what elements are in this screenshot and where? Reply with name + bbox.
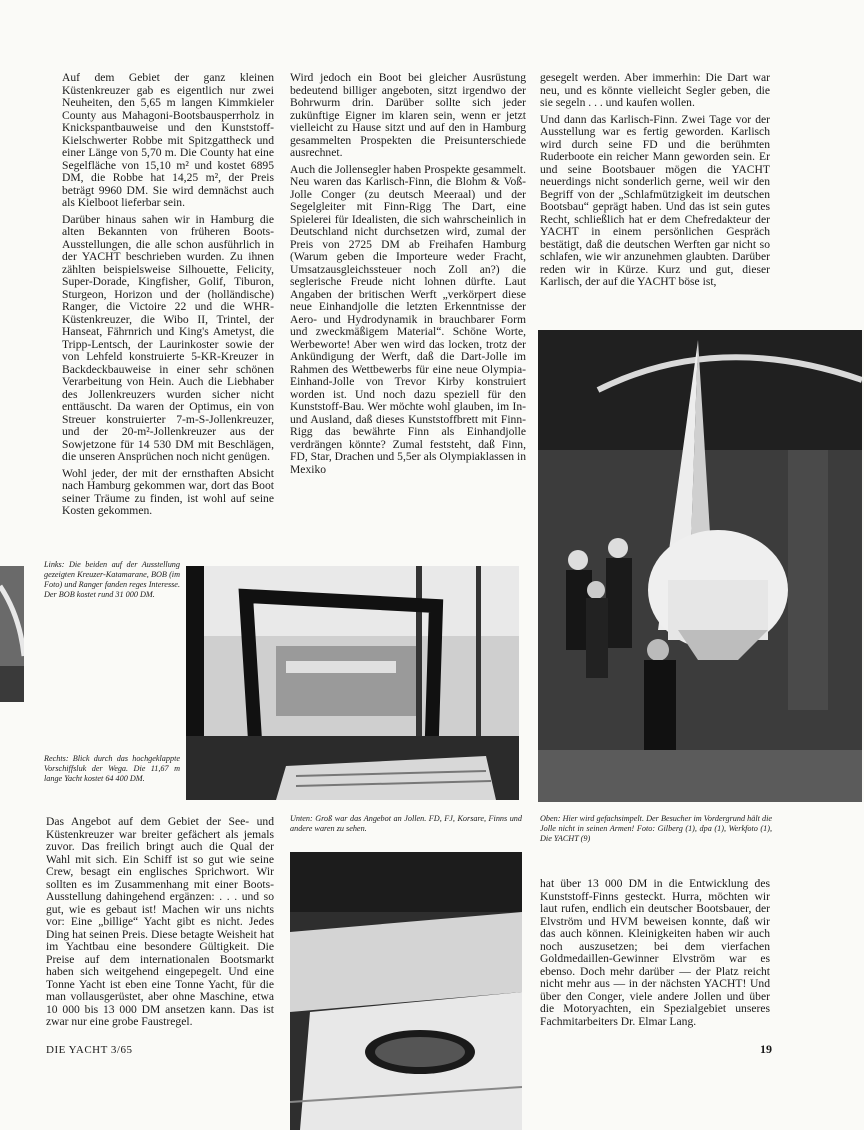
paragraph: gesegelt werden. Aber immerhin: Die Dart war neu, und es könnte vielleicht Segler geben, die sie segeln . . . und kaufen wollen.	[540, 71, 770, 109]
article-column-2-top	[290, 72, 526, 480]
paragraph: Auch die Jollensegler haben Prospekte gesammelt. Neu waren das Karlisch-Finn, die Blohm & Voß-Jolle Conger (zu deutsch Meeraal) und der Segelgleiter mit Finn-Rigg The Dart, eine Spielerei für Idealisten, die sich wahrscheinlich in Deutschland nicht durchsetzen wird, zumal der Preis von 2725 DM ab Freihafen Hamburg (Warum geben die Importeure weder Fracht, Umsatzausgleichssteuer noch Zoll an?) die seglerische Freude nicht lohnen dürfte. Laut Angaben der britischen Werft „verkörpert diese neue Einhandjolle die letzten Erkenntnisse der Aero- und Hydrodynamik in brauchbarer Form und zweckmäßigem Material“. Schöne Worte, Werbeworte! Aber wen wird das locken, trotz der Ankündigung der Werft, daß die Dart-Jolle im Rahmen des Wettbewerbs für eine neue Olympia-Einhand-Jolle von Trevor Kirby konstruiert worden ist. Und noch dazu speziell für den Kunststoff-Bau. Wer möchte wohl glauben, im In- und Ausland, daß dieses Kunststoffbrett mit Finn-Rigg das bewährte Finn als Einhandjolle verdrängen könnte? Zumal feststeht, daß Finn, FD, Star, Drachen und 5,5er als Olympiaklassen in Mexiko	[290, 162, 526, 476]
paragraph: Das Angebot auf dem Gebiet der See- und Küstenkreuzer war breiter gefächert als jemals zuvor. Das freilich bringt auch die Qual der Wahl mit sich. Ein Schiff ist so gut wie seine Crew, besagt ein englisches Sprichwort. Wir sollten es im Zusammenhang mit einer Boots-Ausstellung dahingehend ergänzen: . . . und so gut, wie es gebaut ist! Machen wir uns nichts vor: Eine „billige“ Yacht gibt es nicht. Jedes Ding hat seinen Preis. Diese betagte Weisheit hat im Yachtbau eine besondere Gültigkeit. Die Preise auf dem internationalen Bootsmarkt haben sich weitgehend eingepegelt. Und eine Tonne Yacht ist eben eine Tonne Yacht, für die man vollausgerüstet, aber ohne Maschine, etwa 10 000 bis 13 000 DM ansetzen kann. Das ist zwar nur eine grobe Faustregel.	[46, 815, 274, 1028]
paragraph: Darüber hinaus sahen wir in Hamburg die alten Bekannten von früheren Boots-Ausstellungen, die alle schon ausführlich in der YACHT beschrieben wurden. Zu ihnen zählten beispielsweise Silhouette, Felicity, Super-Dorade, Kingfisher, Golif, Tiburon, Sturgeon, Horizon und der (holländische) Ranger, die Victoire 22 und die WHR-Küstenkreuzer, die Wibo II, Trintel, der Hanseat, Fährnrich und King's Ametyst, die Tripp-Lentsch, der Laurinkoster sowie der von Lehfeld konstruierte 5-KR-Kreuzer in Backdeckbauweise in einer sehr schönen Verarbeitung von Hein. Auch die Liebhaber des Jollenkreuzers wurden sicher nicht enttäuscht. Da waren der Optimus, ein von Streuer konstruierter 7-m-S-Jollenkreuzer, und der 20-m²-Jollenkreuzer aus der Sowjetzone für 14 530 DM mit Beschlägen, die unseren Ansprüchen noch nicht genügen.	[62, 212, 274, 463]
paragraph: hat über 13 000 DM in die Entwicklung des Kunststoff-Finns gesteckt. Hurra, möchten wir laut rufen, endlich ein deutscher Bootsbauer, der Elvström und HVM beweisen konnte, daß wir das auch können. Kleinigkeiten haben wir auch noch auszusetzen; bei dem vierfachen Goldmedaillen-Gewinner Elvström war es ebenso. Doch mehr darüber — der Platz reicht nicht mehr aus — in der nächsten YACHT! Und über den Conger, viele andere Jollen und über die Motoryachten, ein Spezialgebiet unseres Fachmitarbeiters Dr. Elmar Lang.	[540, 877, 770, 1028]
paragraph: Wird jedoch ein Boot bei gleicher Ausrüstung bedeutend billiger angeboten, sitzt irgendwo der Bohrwurm drin. Darüber sollte sich jeder zukünftige Eigner im klaren sein, wenn er jetzt vielleicht zu Hause sitzt und auf den in Hamburg gesammelten Prospekten die Preisunterschiede ausrechnet.	[290, 71, 526, 159]
caption-top: Oben: Hier wird gefachsimpelt. Der Besucher im Vordergrund hält die Jolle nicht in seinen Armen! Foto: Gilberg (1), dpa (1), Werkfoto (1), Die YACHT (9)	[540, 814, 772, 843]
catamaran-photo-fragment	[0, 566, 24, 702]
article-column-3-top	[540, 72, 770, 293]
caption-right: Rechts: Blick durch das hochgeklappte Vorschiffsluk der Wega. Die 11,67 m lange Yacht kostet 64 400 DM.	[44, 754, 180, 783]
paragraph: Auf dem Gebiet der ganz kleinen Küstenkreuzer gab es eigentlich nur zwei Neuheiten, den 5,65 m langen Kimmkieler County aus Mahagoni-Bootsbausperrholz in Knickspantbauweise und den Kunststoff-Kielschwerter Robbe mit Spitzgattheck und einer Länge von 5,70 m. Die County hat eine Segelfläche von 15,10 m² und kostet 6895 DM, die Robbe hat 14,25 m², der Preis beträgt 9960 DM. Sie wird demnächst auch als Kielboot lieferbar sein.	[62, 71, 274, 209]
page-number: 19	[760, 1042, 772, 1056]
article-column-1-top	[62, 72, 274, 522]
article-column-3-bottom	[540, 878, 770, 1032]
paragraph: Wohl jeder, der mit der ernsthaften Absicht nach Hamburg gekommen war, dort das Boot seiner Träume zu finden, ist wohl auf seine Kosten gekommen.	[62, 466, 274, 517]
caption-bottom: Unten: Groß war das Angebot an Jollen. FD, FJ, Korsare, Finns und andere waren zu sehen.	[290, 814, 522, 833]
magazine-issue: DIE YACHT 3/65	[46, 1044, 133, 1056]
article-column-1-bottom	[46, 816, 274, 1033]
hatch-view-photo	[186, 566, 519, 800]
paragraph: Und dann das Karlisch-Finn. Zwei Tage vor der Ausstellung war es fertig geworden. Karlisch wird durch seine FD und die berühmten Ruderboote ein reicher Mann geworden sein. Er und seine Bootsbauer mögen die YACHT neuerdings nicht sonderlich gerne, weil wir den Begriff von der „Schlafmützigkeit im deutschen Bootsbau“ geprägt haben. Und das ist sein gutes Recht, schließlich hat er dem Chefredakteur der YACHT in einem persönlichen Gespräch bestätigt, daß die deutschen Werften gar nicht so schlafen, wie wir anzunehmen glaubten. Darüber reden wir in Kürze. Kurz und gut, dieser Karlisch, der auf die YACHT böse ist,	[540, 112, 770, 288]
dinghies-photo	[290, 852, 522, 1130]
caption-left: Links: Die beiden auf der Ausstellung gezeigten Kreuzer-Katamarane, BOB (im Foto) und Ranger fanden reges Interesse. Der BOB kostet rund 31 000 DM.	[44, 560, 180, 599]
finn-dinghy-crowd-photo	[538, 330, 862, 802]
